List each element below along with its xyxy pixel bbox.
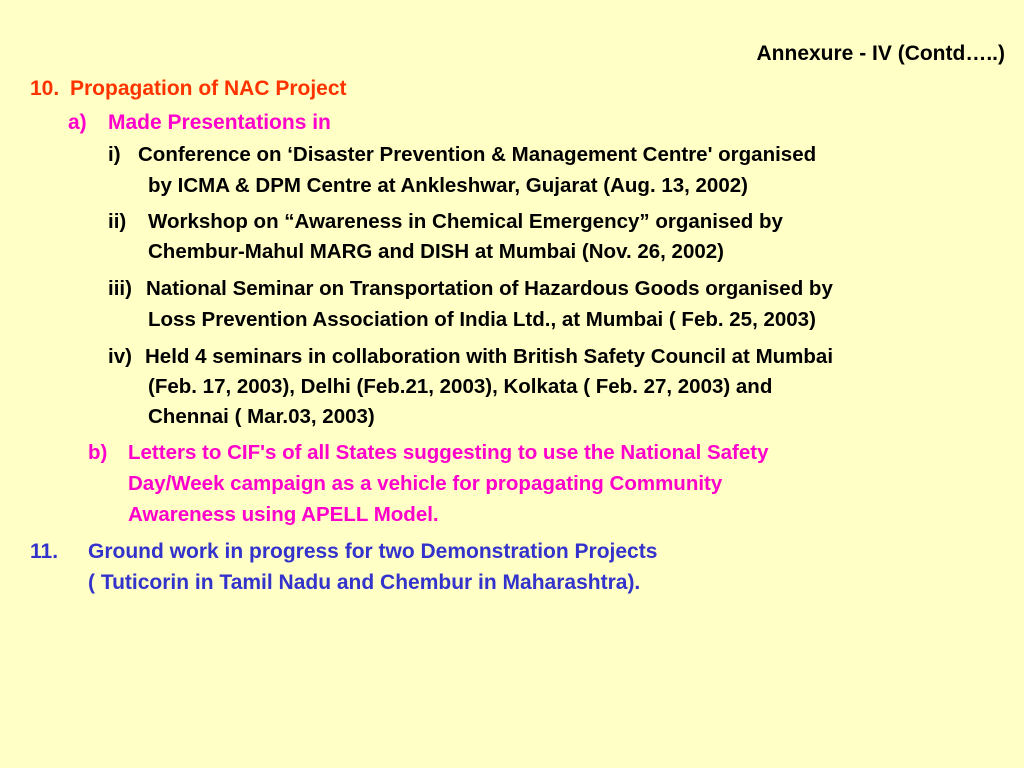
entry-iii-marker: iii): [108, 277, 132, 300]
entry-ii-marker: ii): [108, 210, 127, 233]
sub-a-marker: a): [68, 111, 87, 134]
sub-b-line1: Letters to CIF's of all States suggesting to use the National Safety: [128, 441, 769, 464]
entry-iv-line3: Chennai ( Mar.03, 2003): [148, 405, 375, 428]
entry-ii-line2: Chembur-Mahul MARG and DISH at Mumbai (Nov. 26, 2002): [148, 240, 724, 263]
entry-i-line1: Conference on ‘Disaster Prevention & Management Centre' organised: [138, 143, 817, 166]
entry-i-marker: i): [108, 143, 121, 166]
item-10-title: Propagation of NAC Project: [70, 77, 347, 100]
item-11-number: 11.: [30, 540, 59, 563]
sub-b-line3: Awareness using APELL Model.: [128, 503, 439, 526]
entry-iii-line1: National Seminar on Transportation of Hazardous Goods organised by: [146, 277, 833, 300]
item-11-line2: ( Tuticorin in Tamil Nadu and Chembur in Maharashtra).: [88, 571, 641, 594]
entry-i-line2: by ICMA & DPM Centre at Ankleshwar, Gujarat (Aug. 13, 2002): [148, 174, 748, 197]
item-11-line1: Ground work in progress for two Demonstration Projects: [88, 540, 658, 563]
entry-iv-line2: (Feb. 17, 2003), Delhi (Feb.21, 2003), Kolkata ( Feb. 27, 2003) and: [148, 375, 773, 398]
sub-b-marker: b): [88, 441, 108, 464]
item-10-number: 10.: [30, 77, 60, 100]
sub-a-title: Made Presentations in: [108, 111, 331, 134]
entry-ii-line1: Workshop on “Awareness in Chemical Emergency” organised by: [148, 210, 783, 233]
entry-iii-line2: Loss Prevention Association of India Ltd., at Mumbai ( Feb. 25, 2003): [148, 308, 816, 331]
entry-iv-marker: iv): [108, 345, 132, 368]
annexure-heading: Annexure - IV (Contd…..): [756, 42, 1005, 65]
entry-iv-line1: Held 4 seminars in collaboration with British Safety Council at Mumbai: [145, 345, 834, 368]
sub-b-line2: Day/Week campaign as a vehicle for propagating Community: [128, 472, 723, 495]
